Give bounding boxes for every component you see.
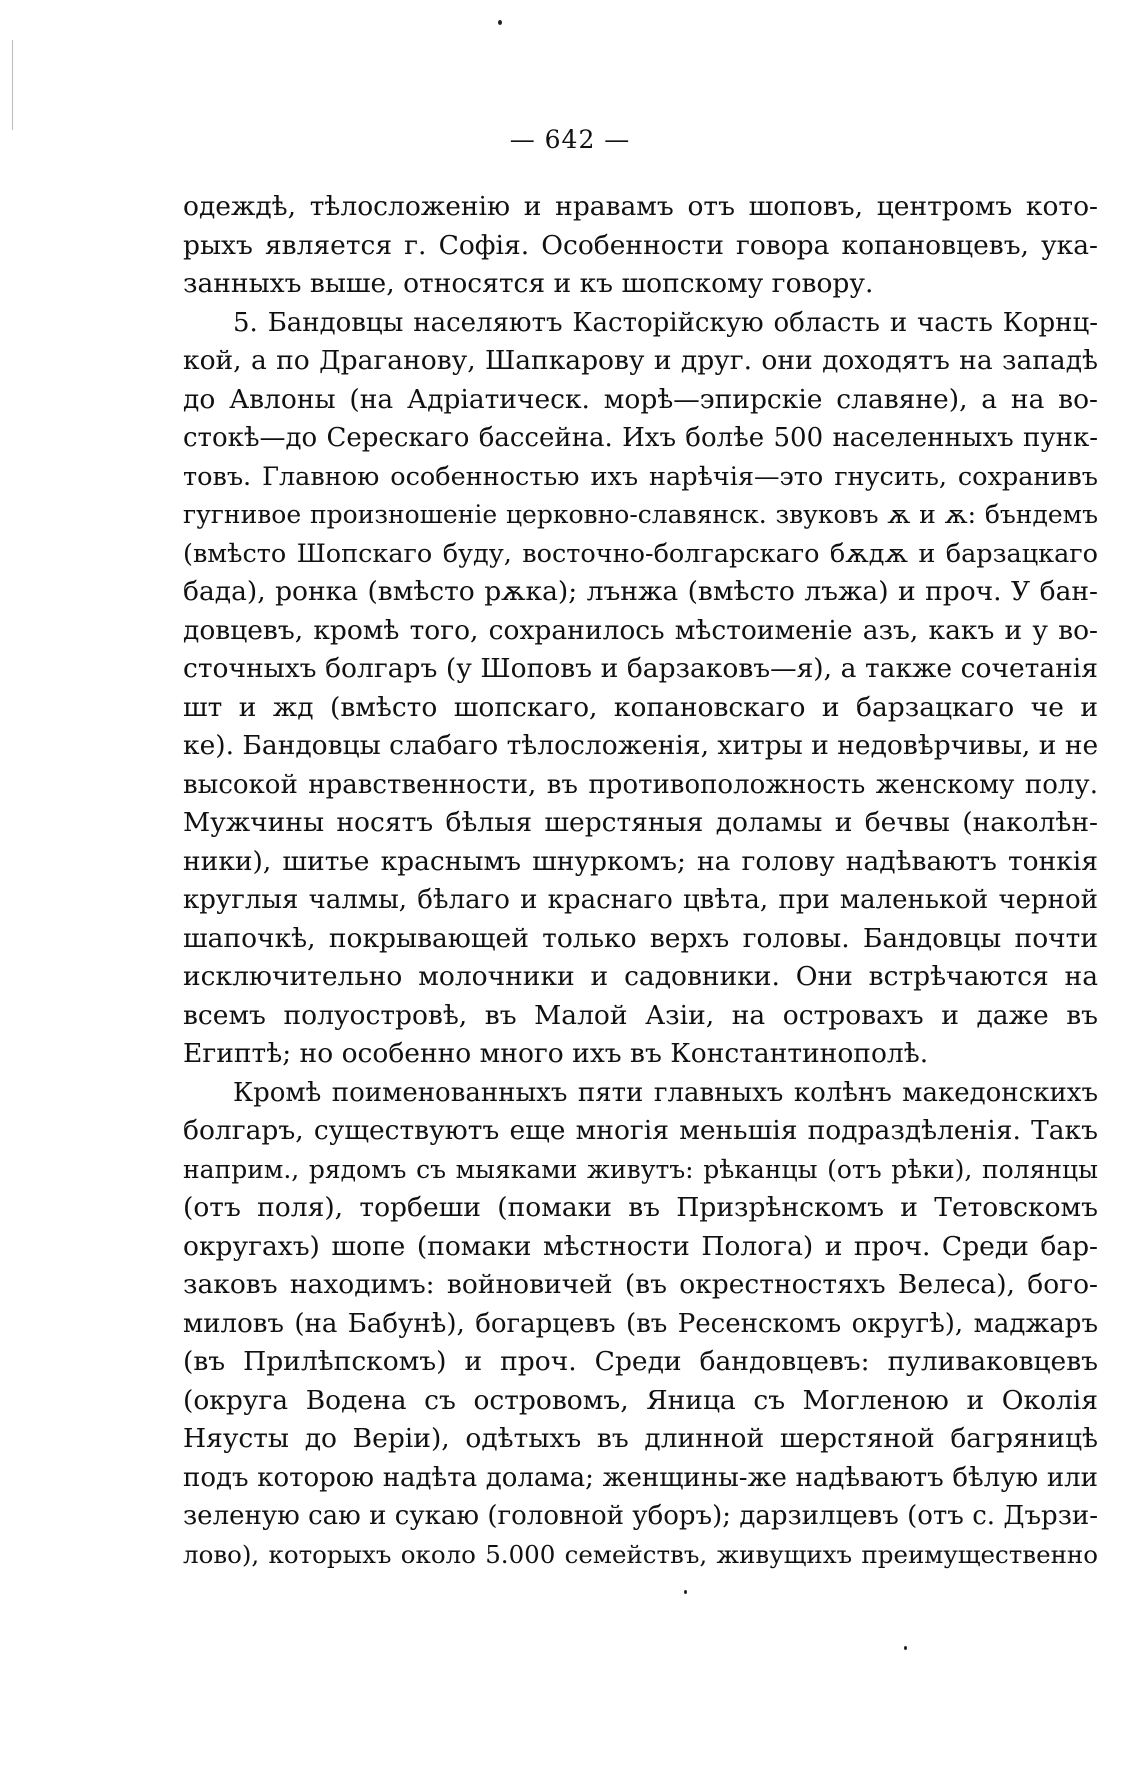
body-text	[183, 188, 1098, 1574]
print-speck-top	[498, 20, 502, 25]
text-line: (отъ поля), торбеши (помаки въ Призрѣнскомъ и Тетовскомъ	[183, 1192, 1098, 1223]
paragraph-subdivisions	[183, 1074, 1098, 1575]
text-line: гугнивое произношеніе церковно-славянск. звуковъ ѫ и ѫ: бъндемъ	[183, 500, 1098, 529]
text-line: кой, а по Драганову, Шапкарову и друг. они доходятъ на западѣ	[183, 345, 1098, 376]
text-line: шапочкѣ, покрывающей только верхъ головы. Бандовцы почти	[183, 922, 1098, 954]
text-line: товъ. Главною особенностью ихъ нарѣчія—это гнусить, сохранивъ	[183, 461, 1098, 492]
text-line: (округа Водена съ островомъ, Яница съ Могленою и Околія	[183, 1384, 1098, 1416]
text-line: Няусты до Веріи), одѣтыхъ въ длинной шерстяной багряницѣ	[183, 1423, 1098, 1454]
text-line: ке). Бандовцы слабаго тѣлосложенія, хитры и недовѣрчивы, и не	[183, 730, 1099, 761]
paragraph-bandovtsy	[183, 304, 1098, 1074]
text-line: высокой нравственности, въ противоположность женскому полу.	[183, 769, 1098, 800]
text-line: одеждѣ, тѣлосложенію и нравамъ отъ шоповъ, центромъ кото-	[183, 191, 1098, 222]
text-line: Кромѣ поименованныхъ пяти главныхъ колѣнъ македонскихъ	[233, 1077, 1098, 1108]
text-line: миловъ (на Бабунѣ), богарцевъ (въ Ресенскомъ округѣ), маджаръ	[183, 1308, 1098, 1339]
text-line: подъ которою надѣта долама; женщины-же надѣваютъ бѣлую или	[183, 1462, 1098, 1493]
text-line: ники), шитье краснымъ шнуркомъ; на голову надѣваютъ тонкія	[183, 845, 1098, 877]
text-line: занныхъ выше, относятся и къ шопскому говору.	[183, 268, 874, 299]
text-line: (вмѣсто Шопскаго буду, восточно-болгарскаго бѫдѫ и барзацкаго	[183, 538, 1098, 569]
text-line: стокѣ—до Серескаго бассейна. Ихъ болѣе 500 населенныхъ пунк-	[183, 423, 1098, 453]
text-line: шт и жд (вмѣсто шопскаго, копановскаго и барзацкаго че и	[183, 691, 1098, 723]
text-line: 5. Бандовцы населяютъ Касторійскую область и часть Корнц-	[233, 307, 1098, 338]
margin-scan-artifact	[12, 40, 13, 130]
print-speck-right	[904, 1646, 907, 1650]
text-line: округахъ) шопе (помаки мѣстности Полога) и проч. Среди бар-	[183, 1230, 1098, 1262]
text-line: бада), ронка (вмѣсто рѫка); лънжа (вмѣсто лъжа) и проч. У бан-	[183, 576, 1098, 607]
text-line: (въ Прилѣпскомъ) и проч. Среди бандовцевъ: пуливаковцевъ	[183, 1346, 1098, 1377]
text-line: Мужчины носятъ бѣлыя шерстяныя доламы и бечвы (наколѣн-	[183, 807, 1098, 838]
page-number: — 642 —	[509, 125, 631, 154]
paragraph-continuation	[183, 188, 1098, 304]
text-line: довцевъ, кромѣ того, сохранилось мѣстоименіе азъ, какъ и у во-	[183, 614, 1098, 646]
text-line: до Авлоны (на Адріатическ. морѣ—эпирскіе славяне), а на во-	[183, 383, 1098, 415]
text-line: рыхъ является г. Софія. Особенности говора копановцевъ, ука-	[183, 229, 1098, 261]
text-line: заковъ находимъ: войновичей (въ окрестностяхъ Велеса), бого-	[183, 1269, 1098, 1300]
text-line: зеленую саю и сукаю (головной уборъ); дарзилцевъ (отъ с. Дързи-	[183, 1501, 1098, 1531]
text-line: всемъ полуостровѣ, въ Малой Азіи, на островахъ и даже въ	[183, 999, 1098, 1031]
text-line: наприм., рядомъ съ мыяками живутъ: рѣканцы (отъ рѣки), полянцы	[183, 1154, 1098, 1184]
print-speck-bottom	[684, 1590, 687, 1594]
text-line: Египтѣ; но особенно много ихъ въ Константинополѣ.	[183, 1038, 929, 1069]
text-line: болгаръ, существуютъ еще многія меньшія подраздѣленія. Такъ	[183, 1115, 1098, 1146]
text-line: исключительно молочники и садовники. Они встрѣчаются на	[183, 961, 1098, 992]
text-line: лово), которыхъ около 5.000 семействъ, живущихъ преимущественно	[183, 1539, 1098, 1569]
text-line: сточныхъ болгаръ (у Шоповъ и барзаковъ—я), а также сочетанія	[183, 653, 1098, 684]
text-line: круглыя чалмы, бѣлаго и краснаго цвѣта, при маленькой черной	[183, 885, 1098, 915]
